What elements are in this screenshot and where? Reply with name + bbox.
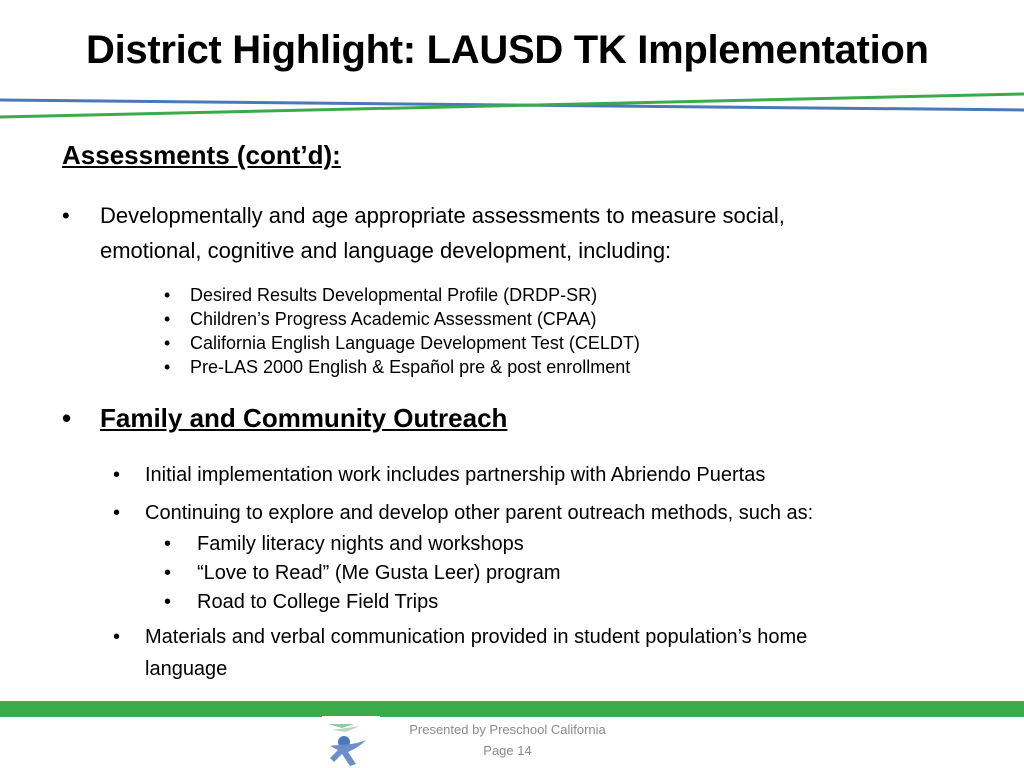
outreach-subitem-literacy-nights: Family literacy nights and workshops xyxy=(197,533,524,555)
bullet-icon: • xyxy=(164,357,171,377)
bullet-icon: • xyxy=(164,533,172,555)
slide-title: District Highlight: LAUSD TK Implementation xyxy=(86,28,929,72)
footer-bar xyxy=(0,701,1024,717)
outreach-item-materials-line2: language xyxy=(145,658,228,680)
bullet-icon: • xyxy=(164,333,171,353)
bullet-icon: • xyxy=(62,403,72,433)
footer-page-number: Page 14 xyxy=(483,743,532,758)
bullet-icon: • xyxy=(164,591,172,613)
assessments-intro-line2: emotional, cognitive and language development, including: xyxy=(100,238,672,263)
bullet-icon: • xyxy=(113,626,121,648)
assessment-item-cpaa: Children’s Progress Academic Assessment (CPAA) xyxy=(190,309,597,329)
outreach-item-abriendo-puertas: Initial implementation work includes partnership with Abriendo Puertas xyxy=(145,464,766,486)
assessment-item-prelas: Pre-LAS 2000 English & Español pre & post enrollment xyxy=(190,357,631,377)
outreach-subitem-road-to-college: Road to College Field Trips xyxy=(197,591,439,613)
bullet-icon: • xyxy=(62,203,70,228)
preschool-california-logo xyxy=(322,716,380,768)
footer-presented-by: Presented by Preschool California xyxy=(409,722,606,737)
bullet-icon: • xyxy=(113,502,121,524)
outreach-heading: Family and Community Outreach xyxy=(100,403,508,433)
bullet-icon: • xyxy=(164,562,172,584)
bullet-icon: • xyxy=(164,309,171,329)
outreach-subitem-love-to-read: “Love to Read” (Me Gusta Leer) program xyxy=(197,562,561,584)
bullet-icon: • xyxy=(113,464,121,486)
outreach-item-materials-line1: Materials and verbal communication provided in student population’s home xyxy=(145,626,808,648)
bullet-icon: • xyxy=(164,285,171,305)
outreach-item-continuing: Continuing to explore and develop other parent outreach methods, such as: xyxy=(145,502,814,524)
assessments-intro-line1: Developmentally and age appropriate assessments to measure social, xyxy=(100,203,785,228)
assessments-heading: Assessments (cont’d): xyxy=(62,140,341,170)
assessment-item-drdp: Desired Results Developmental Profile (DRDP-SR) xyxy=(190,285,598,305)
title-divider-lines xyxy=(0,88,1024,124)
assessment-item-celdt: California English Language Development Test (CELDT) xyxy=(190,333,640,353)
